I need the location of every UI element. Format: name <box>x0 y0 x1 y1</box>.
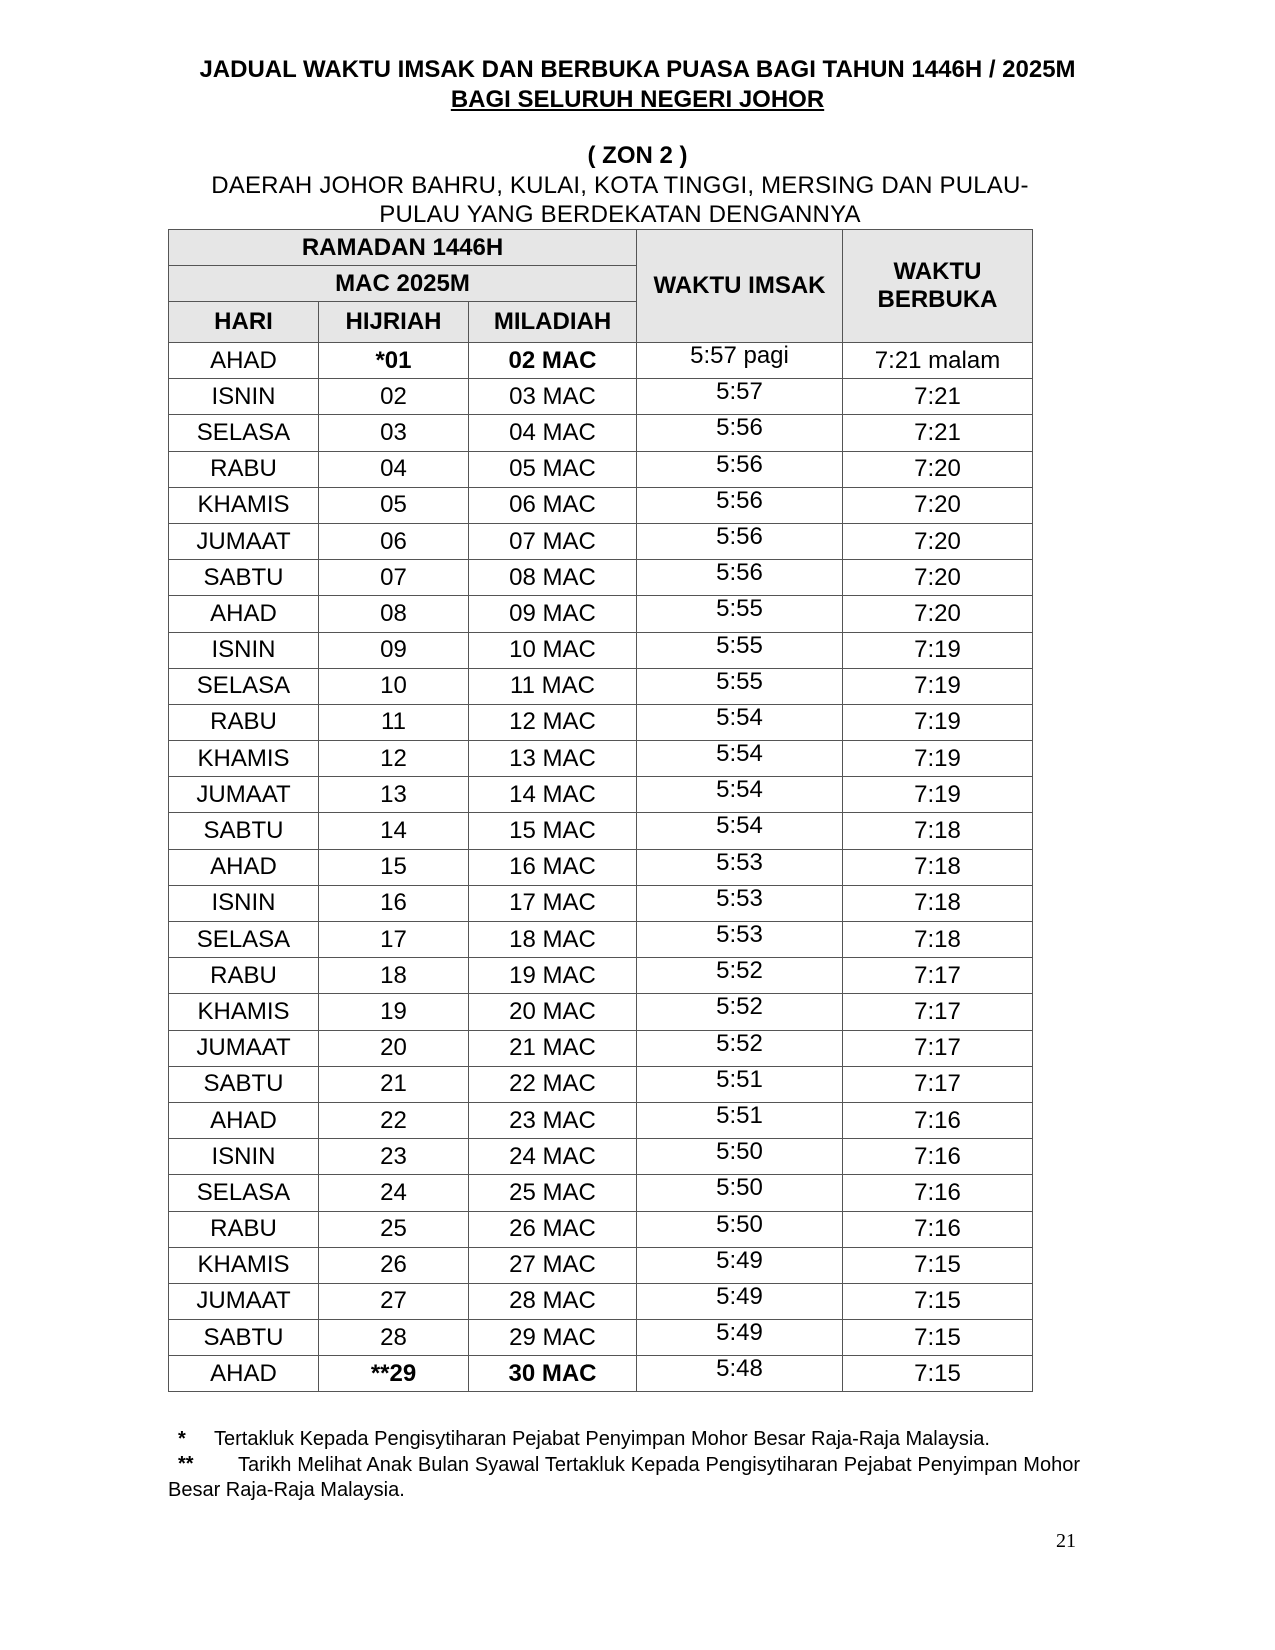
cell-imsak: 5:55 <box>637 596 843 632</box>
table-row <box>169 994 1033 1030</box>
cell-miladiah: 02 MAC <box>469 343 637 379</box>
cell-hari: JUMAAT <box>169 523 319 559</box>
cell-berbuka: 7:18 <box>843 922 1033 958</box>
cell-miladiah: 29 MAC <box>469 1320 637 1356</box>
page-number: 21 <box>1056 1530 1076 1552</box>
cell-imsak: 5:53 <box>637 849 843 885</box>
cell-hari: ISNIN <box>169 1139 319 1175</box>
cell-imsak: 5:50 <box>637 1139 843 1175</box>
cell-hijriah: 20 <box>319 1030 469 1066</box>
cell-imsak: 5:49 <box>637 1247 843 1283</box>
table-row <box>169 487 1033 523</box>
cell-imsak: 5:48 <box>637 1356 843 1392</box>
cell-miladiah: 28 MAC <box>469 1283 637 1319</box>
cell-hari: ISNIN <box>169 885 319 921</box>
table-row <box>169 849 1033 885</box>
cell-miladiah: 16 MAC <box>469 849 637 885</box>
cell-hijriah: 25 <box>319 1211 469 1247</box>
cell-berbuka: 7:18 <box>843 813 1033 849</box>
cell-hijriah: 14 <box>319 813 469 849</box>
cell-hari: SELASA <box>169 668 319 704</box>
cell-imsak: 5:51 <box>637 1066 843 1102</box>
cell-imsak: 5:57 pagi <box>637 343 843 379</box>
table-row <box>169 523 1033 559</box>
cell-berbuka: 7:17 <box>843 1066 1033 1102</box>
table-row <box>169 1211 1033 1247</box>
zone-label: ( ZON 2 ) <box>587 142 688 169</box>
table-row <box>169 632 1033 668</box>
cell-berbuka: 7:21 malam <box>843 343 1033 379</box>
cell-berbuka: 7:17 <box>843 994 1033 1030</box>
cell-hijriah: *01 <box>319 343 469 379</box>
table-row <box>169 1139 1033 1175</box>
cell-hari: AHAD <box>169 1102 319 1138</box>
cell-hijriah: 05 <box>319 487 469 523</box>
cell-hijriah: 10 <box>319 668 469 704</box>
table-row <box>169 1320 1033 1356</box>
table-row <box>169 885 1033 921</box>
hari-header: HARI <box>169 302 319 343</box>
cell-berbuka: 7:15 <box>843 1247 1033 1283</box>
cell-hari: RABU <box>169 704 319 740</box>
table-row <box>169 922 1033 958</box>
cell-berbuka: 7:21 <box>843 379 1033 415</box>
table-row <box>169 958 1033 994</box>
schedule-body <box>169 343 1033 1392</box>
cell-imsak: 5:55 <box>637 668 843 704</box>
table-row <box>169 1283 1033 1319</box>
cell-hijriah: 06 <box>319 523 469 559</box>
cell-hijriah: 26 <box>319 1247 469 1283</box>
cell-berbuka: 7:19 <box>843 741 1033 777</box>
cell-miladiah: 10 MAC <box>469 632 637 668</box>
cell-imsak: 5:54 <box>637 741 843 777</box>
cell-hari: SELASA <box>169 415 319 451</box>
cell-hijriah: 22 <box>319 1102 469 1138</box>
cell-miladiah: 27 MAC <box>469 1247 637 1283</box>
cell-berbuka: 7:15 <box>843 1356 1033 1392</box>
document-title: JADUAL WAKTU IMSAK DAN BERBUKA PUASA BAGI TAHUN 1446H / 2025M <box>199 56 1076 83</box>
cell-miladiah: 17 MAC <box>469 885 637 921</box>
cell-hari: AHAD <box>169 596 319 632</box>
cell-hijriah: 12 <box>319 741 469 777</box>
table-row <box>169 668 1033 704</box>
table-row <box>169 1102 1033 1138</box>
cell-hijriah: 23 <box>319 1139 469 1175</box>
cell-berbuka: 7:21 <box>843 415 1033 451</box>
footnote-2-text: Tarikh Melihat Anak Bulan Syawal Tertakluk Kepada Pengisytiharan Pejabat Penyimpan Mohor Besar Raja-Raja Malaysia. <box>168 1454 1080 1501</box>
cell-hijriah: 19 <box>319 994 469 1030</box>
cell-berbuka: 7:17 <box>843 1030 1033 1066</box>
cell-imsak: 5:56 <box>637 560 843 596</box>
cell-berbuka: 7:20 <box>843 487 1033 523</box>
cell-hari: SELASA <box>169 1175 319 1211</box>
cell-berbuka: 7:19 <box>843 668 1033 704</box>
cell-miladiah: 15 MAC <box>469 813 637 849</box>
cell-hari: RABU <box>169 1211 319 1247</box>
cell-hijriah: 07 <box>319 560 469 596</box>
cell-miladiah: 18 MAC <box>469 922 637 958</box>
imsak-header: WAKTU IMSAK <box>637 230 843 343</box>
footnote-1-text: Tertakluk Kepada Pengisytiharan Pejabat Penyimpan Mohor Besar Raja-Raja Malaysia. <box>214 1428 990 1450</box>
cell-hijriah: 13 <box>319 777 469 813</box>
cell-miladiah: 21 MAC <box>469 1030 637 1066</box>
table-row <box>169 451 1033 487</box>
cell-hari: KHAMIS <box>169 1247 319 1283</box>
cell-hijriah: 27 <box>319 1283 469 1319</box>
cell-miladiah: 04 MAC <box>469 415 637 451</box>
cell-hijriah: 18 <box>319 958 469 994</box>
cell-imsak: 5:51 <box>637 1102 843 1138</box>
cell-imsak: 5:56 <box>637 451 843 487</box>
schedule-table <box>168 229 1033 1392</box>
cell-imsak: 5:52 <box>637 994 843 1030</box>
cell-imsak: 5:55 <box>637 632 843 668</box>
cell-berbuka: 7:19 <box>843 632 1033 668</box>
cell-berbuka: 7:16 <box>843 1175 1033 1211</box>
cell-imsak: 5:49 <box>637 1320 843 1356</box>
cell-hari: KHAMIS <box>169 994 319 1030</box>
table-row <box>169 415 1033 451</box>
table-row <box>169 1030 1033 1066</box>
cell-hari: AHAD <box>169 343 319 379</box>
cell-miladiah: 09 MAC <box>469 596 637 632</box>
district-description: DAERAH JOHOR BAHRU, KULAI, KOTA TINGGI, MERSING DAN PULAU-PULAU YANG BERDEKATAN DENGANNYA <box>211 172 1029 228</box>
cell-hijriah: **29 <box>319 1356 469 1392</box>
cell-hari: SELASA <box>169 922 319 958</box>
cell-hari: SABTU <box>169 1066 319 1102</box>
cell-berbuka: 7:16 <box>843 1211 1033 1247</box>
cell-berbuka: 7:16 <box>843 1139 1033 1175</box>
footnote-1 <box>178 1428 990 1451</box>
cell-hari: JUMAAT <box>169 1283 319 1319</box>
cell-miladiah: 25 MAC <box>469 1175 637 1211</box>
cell-miladiah: 11 MAC <box>469 668 637 704</box>
cell-imsak: 5:50 <box>637 1175 843 1211</box>
cell-hari: SABTU <box>169 1320 319 1356</box>
cell-imsak: 5:54 <box>637 777 843 813</box>
ramadan-header: RAMADAN 1446H <box>169 230 637 266</box>
cell-miladiah: 22 MAC <box>469 1066 637 1102</box>
cell-berbuka: 7:15 <box>843 1283 1033 1319</box>
cell-hari: ISNIN <box>169 632 319 668</box>
cell-miladiah: 07 MAC <box>469 523 637 559</box>
cell-hijriah: 09 <box>319 632 469 668</box>
cell-hijriah: 03 <box>319 415 469 451</box>
cell-miladiah: 23 MAC <box>469 1102 637 1138</box>
cell-hari: AHAD <box>169 1356 319 1392</box>
cell-hari: RABU <box>169 451 319 487</box>
cell-imsak: 5:52 <box>637 958 843 994</box>
cell-miladiah: 26 MAC <box>469 1211 637 1247</box>
cell-imsak: 5:50 <box>637 1211 843 1247</box>
table-row <box>169 741 1033 777</box>
cell-hijriah: 08 <box>319 596 469 632</box>
cell-hari: SABTU <box>169 560 319 596</box>
cell-hijriah: 15 <box>319 849 469 885</box>
cell-berbuka: 7:16 <box>843 1102 1033 1138</box>
cell-miladiah: 24 MAC <box>469 1139 637 1175</box>
cell-hari: KHAMIS <box>169 741 319 777</box>
table-row <box>169 1356 1033 1392</box>
month-header: MAC 2025M <box>169 266 637 302</box>
cell-berbuka: 7:20 <box>843 523 1033 559</box>
cell-berbuka: 7:15 <box>843 1320 1033 1356</box>
cell-miladiah: 19 MAC <box>469 958 637 994</box>
table-row <box>169 596 1033 632</box>
cell-imsak: 5:57 <box>637 379 843 415</box>
cell-hari: SABTU <box>169 813 319 849</box>
cell-hari: RABU <box>169 958 319 994</box>
cell-berbuka: 7:20 <box>843 451 1033 487</box>
cell-imsak: 5:53 <box>637 885 843 921</box>
cell-hari: ISNIN <box>169 379 319 415</box>
cell-imsak: 5:56 <box>637 523 843 559</box>
cell-miladiah: 03 MAC <box>469 379 637 415</box>
cell-imsak: 5:52 <box>637 1030 843 1066</box>
cell-miladiah: 08 MAC <box>469 560 637 596</box>
cell-imsak: 5:54 <box>637 704 843 740</box>
table-row <box>169 560 1033 596</box>
table-row <box>169 1247 1033 1283</box>
cell-hijriah: 24 <box>319 1175 469 1211</box>
table-row <box>169 704 1033 740</box>
cell-berbuka: 7:19 <box>843 777 1033 813</box>
cell-miladiah: 12 MAC <box>469 704 637 740</box>
cell-hari: JUMAAT <box>169 1030 319 1066</box>
cell-hijriah: 11 <box>319 704 469 740</box>
cell-imsak: 5:56 <box>637 415 843 451</box>
cell-hijriah: 04 <box>319 451 469 487</box>
cell-hijriah: 21 <box>319 1066 469 1102</box>
cell-miladiah: 06 MAC <box>469 487 637 523</box>
cell-hijriah: 17 <box>319 922 469 958</box>
cell-miladiah: 20 MAC <box>469 994 637 1030</box>
cell-berbuka: 7:20 <box>843 596 1033 632</box>
table-row <box>169 777 1033 813</box>
footnote-1-mark: * <box>178 1428 186 1450</box>
cell-berbuka: 7:19 <box>843 704 1033 740</box>
cell-imsak: 5:53 <box>637 922 843 958</box>
cell-hijriah: 16 <box>319 885 469 921</box>
cell-miladiah: 13 MAC <box>469 741 637 777</box>
cell-hijriah: 28 <box>319 1320 469 1356</box>
table-row <box>169 813 1033 849</box>
berbuka-header: WAKTU BERBUKA <box>843 230 1033 343</box>
cell-hari: KHAMIS <box>169 487 319 523</box>
footnote-2 <box>168 1453 1080 1503</box>
footnote-2-mark: ** <box>178 1453 194 1475</box>
cell-imsak: 5:49 <box>637 1283 843 1319</box>
table-row <box>169 1066 1033 1102</box>
cell-berbuka: 7:17 <box>843 958 1033 994</box>
table-row <box>169 343 1033 379</box>
cell-berbuka: 7:18 <box>843 849 1033 885</box>
cell-hijriah: 02 <box>319 379 469 415</box>
cell-berbuka: 7:20 <box>843 560 1033 596</box>
cell-berbuka: 7:18 <box>843 885 1033 921</box>
cell-miladiah: 14 MAC <box>469 777 637 813</box>
cell-miladiah: 05 MAC <box>469 451 637 487</box>
cell-miladiah: 30 MAC <box>469 1356 637 1392</box>
table-row <box>169 1175 1033 1211</box>
cell-hari: AHAD <box>169 849 319 885</box>
cell-hari: JUMAAT <box>169 777 319 813</box>
document-subtitle: BAGI SELURUH NEGERI JOHOR <box>450 86 825 113</box>
table-row <box>169 379 1033 415</box>
cell-imsak: 5:54 <box>637 813 843 849</box>
cell-imsak: 5:56 <box>637 487 843 523</box>
hijriah-header: HIJRIAH <box>319 302 469 343</box>
miladiah-header: MILADIAH <box>469 302 637 343</box>
